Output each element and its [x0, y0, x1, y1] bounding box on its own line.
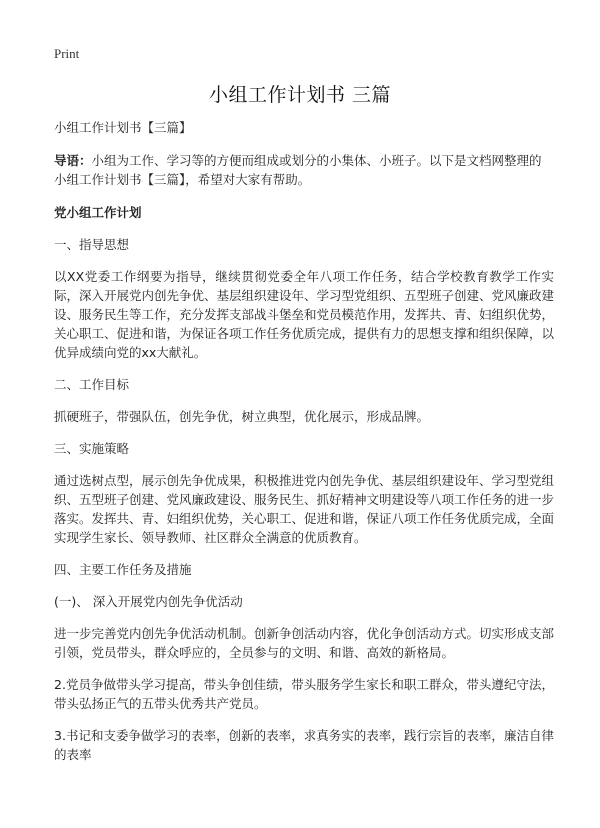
heading-guiding-ideology: 一、指导思想: [54, 237, 130, 252]
paragraph-activity-1: 进一步完善党内创先争优活动机制。创新争创活动内容，优化争创活动方式。切实形成支部引领，党员带头，群众呼应的，全员参与的文明、和谐、高效的新格局。: [54, 626, 555, 660]
heading-work-goals: 二、工作目标: [54, 377, 130, 392]
heading-main-tasks: 四、主要工作任务及措施: [54, 562, 192, 577]
subheading-activity: (一)、 深入开展党内创先争优活动: [54, 594, 243, 609]
paragraph-guiding-ideology: 以XX党委工作纲要为指导，继续贯彻党委全年八项工作任务，结合学校教育教学工作实际，深入开展党内创先争优、基层组织建设年、学习型党组织、五型班子创建、党风廉政建设、服务民生等工作，充分发挥支部战斗堡垒和党员模范作用，发挥共、青、妇组织优势，关心职工、促进和谐，为保证各项工作任务优质完成，提供有力的思想支撑和组织保障，以优异成绩向党的xx大献礼。: [54, 269, 555, 360]
document-body: [54, 118, 554, 777]
paragraph-work-goals: 抓硬班子，带强队伍，创先争优，树立典型，优化展示，形成品牌。: [54, 409, 430, 424]
intro-paragraph: [54, 151, 554, 189]
section-title: 党小组工作计划: [54, 205, 142, 220]
page-title: 小组工作计划书 三篇: [208, 84, 392, 106]
intro-text: 小组为工作、学习等的方便而组成或划分的小集体、小班子。以下是文档网整理的小组工作计划书【三篇】，希望对大家有帮助。: [54, 153, 542, 187]
paragraph-strategy: 通过选树点型，展示创先争优成果，积极推进党内创先争优、基层组织建设年、学习型党组织、五型班子创建、党风廉政建设、服务民生、抓好精神文明建设等八项工作任务的进一步落实。发挥共、青、妇组织优势，关心职工、促进和谐，保证八项工作任务优质完成，全面实现学生家长、领导教师、社区群众全满意的优质教育。: [54, 473, 555, 545]
print-label[interactable]: Print: [54, 46, 80, 61]
heading-strategy: 三、实施策略: [54, 441, 130, 456]
document-subtitle: 小组工作计划书【三篇】: [54, 120, 192, 135]
paragraph-activity-3: 3.书记和支委争做学习的表率，创新的表率，求真务实的表率，践行宗旨的表率，廉洁自律的表率: [54, 728, 554, 762]
intro-label: 导语：: [54, 153, 92, 168]
paragraph-activity-2: 2.党员争做带头学习提高，带头争创佳绩，带头服务学生家长和职工群众，带头遵纪守法，带头弘扬正气的五带头优秀共产党员。: [54, 677, 554, 711]
